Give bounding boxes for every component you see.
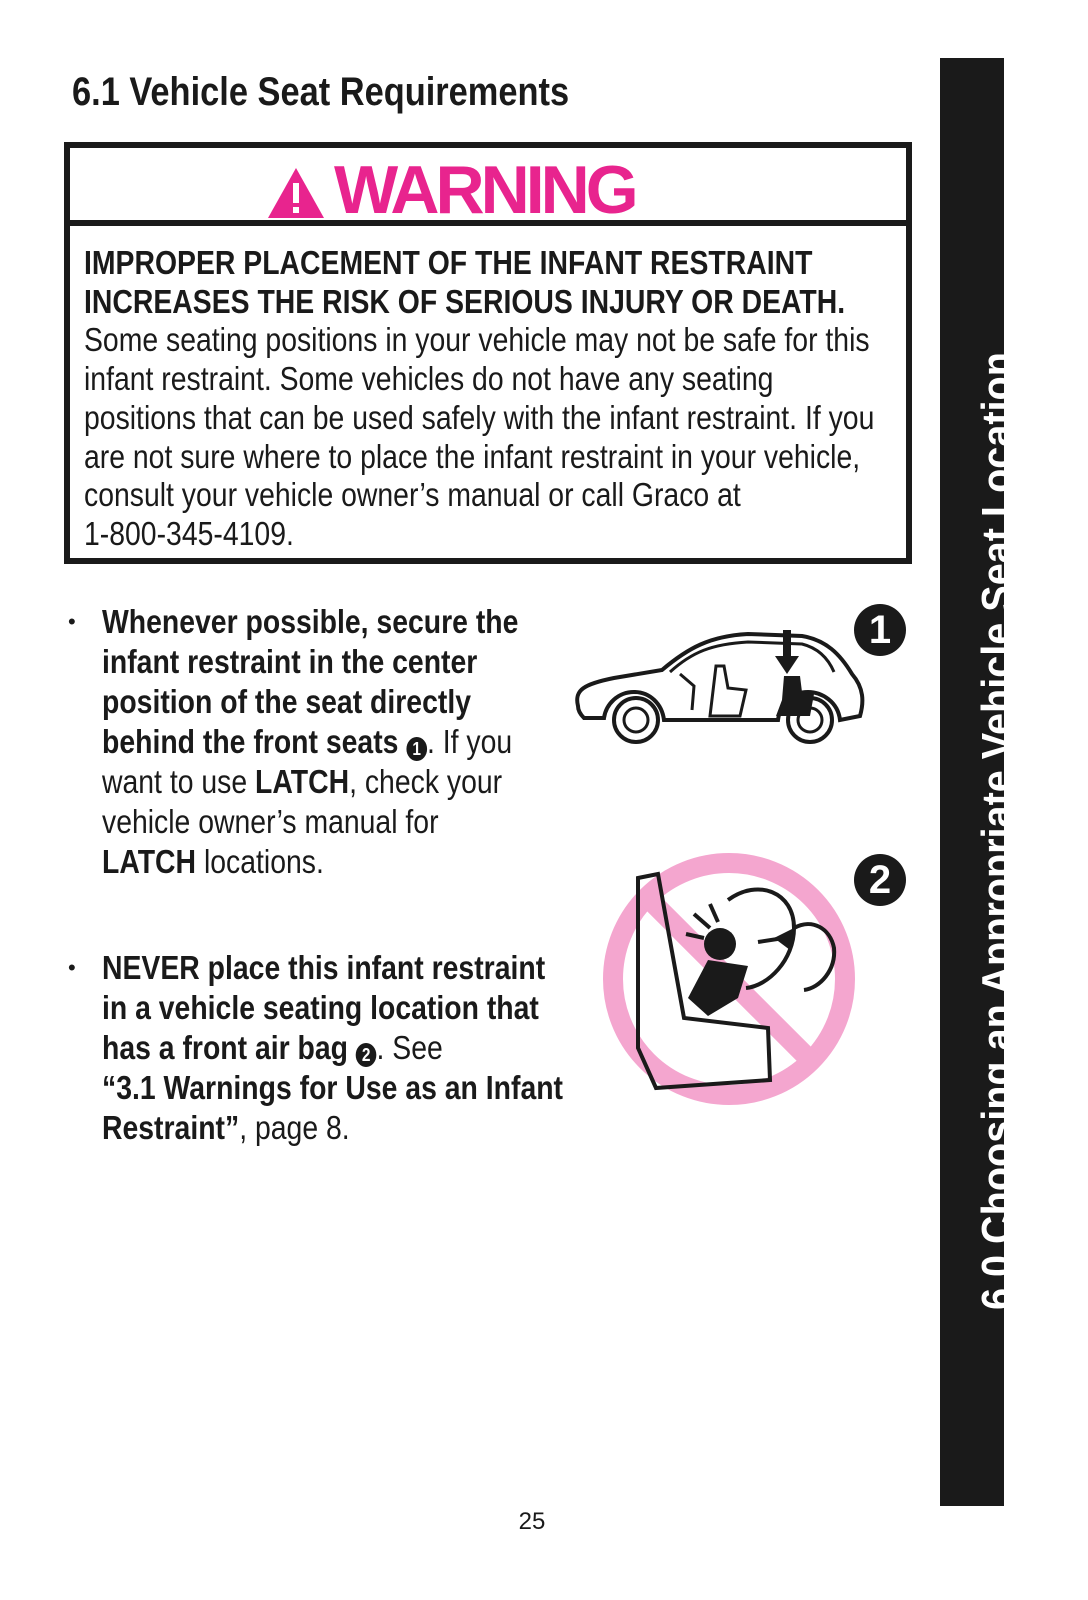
warning-text-line: Some seating positions in your vehicle may not be safe for this: [84, 321, 870, 359]
bullet-1-text: want to use: [102, 763, 256, 800]
airbag-prohibition-illustration: [598, 848, 860, 1110]
cross-reference: Restraint”: [102, 1109, 240, 1146]
warning-triangle-icon: [266, 166, 326, 220]
figure-ref-1: 1: [406, 737, 427, 761]
section-title: 6.1 Vehicle Seat Requirements: [72, 70, 570, 114]
figure-2-number: 2: [854, 854, 906, 906]
bullet-1-text: locations.: [196, 843, 324, 880]
bullet-dot: •: [68, 609, 76, 634]
bullet-1-line: [102, 762, 518, 802]
bullet-1-line: position of the seat directly: [102, 683, 472, 720]
warning-text-line: consult your vehicle owner’s manual or call Graco at: [84, 476, 741, 514]
warning-box: [64, 142, 912, 564]
section-side-tab: [940, 58, 1022, 1506]
bullet-1-text: . If you: [426, 723, 513, 760]
bullet-1-line: infant restraint in the center: [102, 643, 478, 680]
bullet-2-line: [102, 1108, 563, 1148]
side-tab-title: [972, 246, 1024, 1310]
warning-headline-1: IMPROPER PLACEMENT OF THE INFANT RESTRAINT: [84, 244, 813, 281]
bullet-1-text: , check your: [349, 763, 503, 800]
warning-phone-number: 1-800-345-4109.: [84, 514, 294, 552]
bullet-1-line: [102, 842, 518, 882]
bullet-2-line: in a vehicle seating location that: [102, 989, 539, 1026]
cross-reference: “3.1 Warnings for Use as an Infant: [102, 1069, 564, 1106]
warning-headline-2: INCREASES THE RISK OF SERIOUS INJURY OR DEATH.: [84, 282, 846, 320]
bullet-2-line: NEVER place this infant restraint: [102, 949, 546, 986]
bullet-2-line: [102, 1028, 563, 1068]
bullet-2-text: . See: [376, 1029, 443, 1066]
warning-body: [84, 244, 874, 554]
figure-1-number: 1: [854, 604, 906, 656]
bullet-1-bold: behind the front seats: [102, 723, 399, 760]
bullet-2-bold: has a front air bag: [102, 1029, 349, 1066]
bullet-dot: •: [68, 955, 76, 980]
bullet-2-text: , page 8.: [239, 1109, 350, 1146]
warning-title: WARNING: [334, 152, 635, 228]
warning-text-line: are not sure where to place the infant restraint in your vehicle,: [84, 437, 861, 475]
figure-ref-2: 2: [356, 1043, 377, 1067]
latch-term: LATCH: [255, 763, 350, 800]
bullet-1-line: vehicle owner’s manual for: [102, 803, 439, 840]
page-number: 25: [518, 1508, 546, 1535]
bullet-1-line: [102, 722, 518, 762]
car-center-seat-illustration: [570, 620, 870, 750]
side-tab-label: 6.0 Choosing an Appropriate Vehicle Seat Location: [973, 352, 1022, 1310]
bullet-1-line: Whenever possible, secure the: [102, 603, 519, 640]
warning-text-line: infant restraint. Some vehicles do not have any seating: [84, 360, 774, 398]
latch-term: LATCH: [102, 843, 197, 880]
warning-text-line: positions that can be used safely with the infant restraint. If you: [84, 398, 875, 436]
warning-header: [70, 148, 906, 226]
